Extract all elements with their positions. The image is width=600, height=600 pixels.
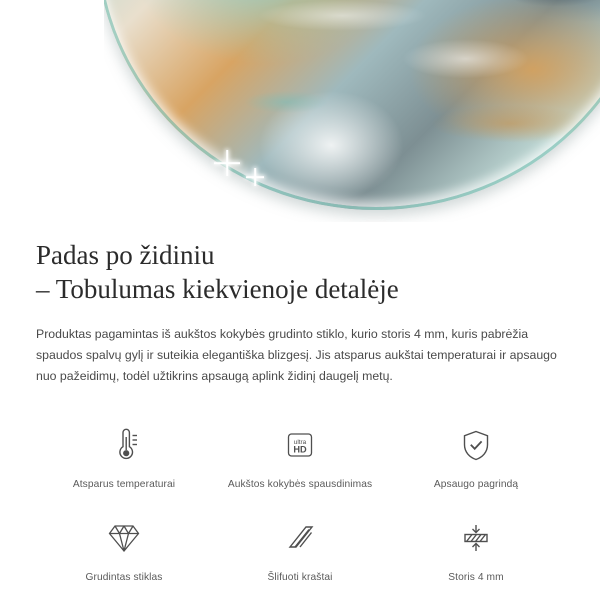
feature-grid	[36, 413, 564, 591]
diamond-icon	[100, 514, 148, 562]
glass-plate-product-image	[96, 0, 600, 210]
hero-image	[0, 0, 600, 222]
feature-label: Atsparus temperaturai	[72, 479, 176, 490]
feature-item-thickness	[388, 506, 564, 591]
feature-item-tempered-glass	[36, 506, 212, 591]
feature-label: Šlifuoti kraštai	[267, 572, 333, 583]
headline-line-1: Padas po židiniu	[36, 240, 215, 270]
feature-label: Aukštos kokybės spausdinimas	[227, 479, 373, 490]
shield-check-icon	[452, 421, 500, 469]
feature-label: Storis 4 mm	[448, 572, 504, 583]
thickness-4mm-icon	[452, 514, 500, 562]
feature-item-print-quality	[212, 413, 388, 498]
thermometer-icon	[100, 421, 148, 469]
polished-edges-icon	[276, 514, 324, 562]
hero-left-margin	[0, 0, 104, 222]
page-title	[36, 222, 564, 306]
description-paragraph: Produktas pagamintas iš aukštos kokybės grudinto stiklo, kurio storis 4 mm, kuris pabrėžia spaudos spalvų gylį ir suteikia elegantiška blizgesį. Jis atsparus aukštai temperaturai ir apsaugo nuo pažeidimų, todėl užtikrins apsaugą aplink židinį daugelį metų.	[36, 327, 557, 383]
feature-item-surface-protection	[388, 413, 564, 498]
content-area	[0, 222, 600, 591]
headline-line-2: – Tobulumas kiekvienoje detalėje	[36, 274, 399, 304]
feature-label: Grudintas stiklas	[85, 572, 163, 583]
svg-text:ultra: ultra	[293, 439, 307, 446]
ultra-hd-icon	[276, 421, 324, 469]
svg-text:HD: HD	[293, 444, 307, 455]
feature-item-polished-edges	[212, 506, 388, 591]
feature-label: Apsaugo pagrindą	[433, 479, 519, 490]
feature-item-temperature-resistant	[36, 413, 212, 498]
